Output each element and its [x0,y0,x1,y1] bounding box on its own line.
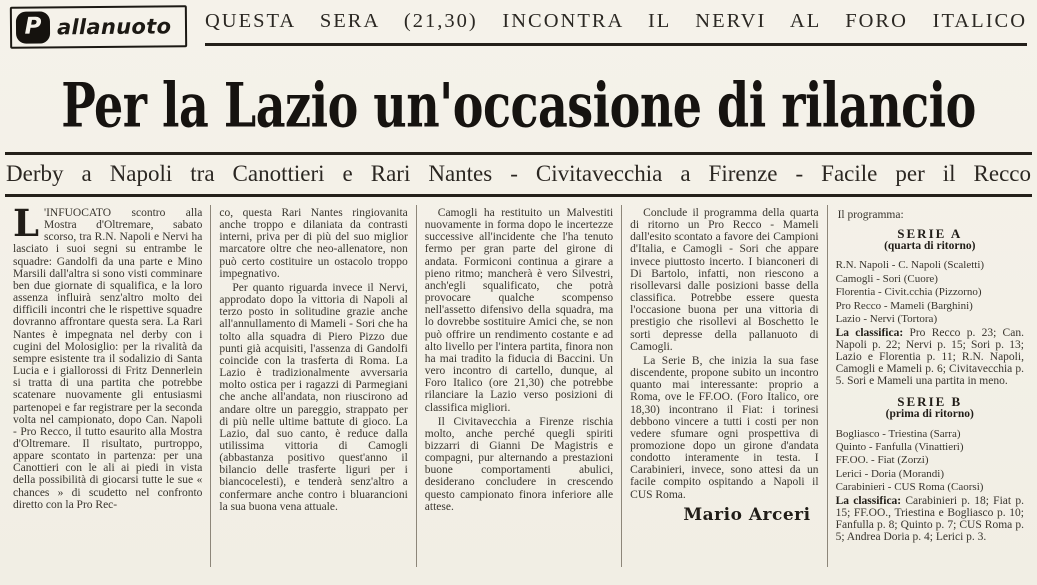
serie-b-block [836,396,1024,543]
dropcap-letter: L [13,205,40,245]
masthead [0,0,1037,56]
paragraph-text: 'INFUOCATO scontro alla Mostra d'Oltremare, sabato scorso, tra R.N. Napoli e Nervi ha lasciato i suoi segni su entrambe le squadre: Gandolfi da una parte e Mino Marsili dall'altra si sono visti comminare ben due giornate di squalifica, e la loro assenza influirà senz'altro molto dei difficili incontri che le rispettive squadre dovranno affrontare questa sera. La Rari Nantes è impegnata nel derby con i cugini del Molosiglio: per la rivalità da sempre esistente tra il sodalizio di Santa Lucia e i giallorossi di Fritz Dennerlein si tratta di una partita che potrebbe scatenare nuovamente gli entusiasmi partenopei e far registrare per la seconda volta nel campionato, dopo Can. Napoli - Pro Recco, il tutto esaurito alla Mostra d'Oltremare. Il risultato, purtroppo, appare scontato in partenza: per una Canottieri con le ali ai piedi in vista della possibilità di giocarsi tutte le sue « chances » di scudetto nel confronto diretto con la Pro Rec- [13,207,203,511]
paragraph: Per quanto riguarda invece il Nervi, approdato dopo la vittoria di Napoli al terzo posto in solitudine grazie anche all'annullamento di Mameli - Sori che ha tolto alla squadra di Piero Pizzo due punti già acquisiti, l'assenza di Gandolfi coincide con la trasferta di Roma. La Lazio è tradizionalmente avversaria molto ostica per i ragazzi di Parmegiani che anche all'andata, non riuscirono ad andare oltre un pareggio, strappato per di più nelle ultime battute di gioco. La Lazio, dal suo canto, è reduce dalla utilissima vittoria di Camogli (abbastanza positivo quest'anno il bilancio delle trasferte liguri per i biancocelesti), e tenderà senz'altro a confermare anche contro i bluarancioni la sua buona vena attuale. [219,281,408,513]
standings-label: La classifica: [835,326,904,339]
paragraph: Conclude il programma della quarta di ritorno un Pro Recco - Mameli dall'esito scontato a favore dei Campioni d'Italia, e Camogli - Sori che appare invece piuttosto incerto. I bianconeri di Di Bartolo, infatti, non riescono a risollevarsi dalle posizioni basse della classifica. Potrebbe essere questa l'occasione buona per una vittoria di prestigio che risollevi al Boschetto le sorti depresse della pallanuoto di Camogli. [630,207,819,353]
paragraph: co, questa Rari Nantes ringiovanita anche troppo e dilaniata da contrasti interni, priva per di più del suo miglior marcatore oltre che neo-allenatore, non può certo costituire un ostacolo troppo impegnativo. [219,207,408,280]
main-headline: Per la Lazio un'occasione di rilancio [61,69,976,141]
article-body [0,205,1037,567]
pallanuoto-logo [10,5,188,49]
standings-label: La classifica: [835,494,902,507]
serie-b-match: FF.OO. - Fiat (Zorzi) [835,454,929,467]
pallanuoto-logo-text: allanuoto [56,14,172,40]
article-column-1 [5,205,210,567]
article-column-4 [621,205,826,567]
article-column-3 [416,205,621,567]
serie-a-standings [836,327,1024,388]
serie-a-match: Pro Recco - Mameli (Barghini) [835,299,973,312]
subheadline: Derby a Napoli tra Canottieri e Rari Nantes - Civitavecchia a Firenze - Facile per il Recco [6,161,1031,186]
paragraph: Il Civitavecchia a Firenze rischia molto, anche perché quegli spiriti bizzarri di Gianni De Magistris e compagni, pur alternando a prestazioni buone comportamenti abulici, desiderano concludere in crescendo questo campionato finora inferiore alle attese. [424,415,614,513]
serie-a-match: Florentia - Civit.cchia (Pizzorno) [835,286,982,299]
serie-b-match: Quinto - Fanfulla (Vinattieri) [835,441,964,453]
paragraph: La Serie B, che inizia la sua fase discendente, propone subito un incontro quanto mai interessante: proprio a Roma, ove le FF.OO. (Foro Italico, ore 18,30) incontrano il Fiat: i torinesi debbono vincere a tutti i costi per non vedere sfumare ogni prospettiva di promozione dopo un girone d'andata condotto interamente in testa. I Carabinieri, invece, sono attesi da un facile compito ospitando a Napoli il CUS Roma. [630,354,819,501]
serie-b-title: SERIE B [897,394,963,410]
paragraph: Camogli ha restituito un Malvestiti nuovamente in forma dopo le incertezze successive all'incidente che l'ha tenuto fermo per gran parte del girone di andata. Formiconi continua a girare a pieno ritmo; mancherà è vero Silvestri, anch'egli squalificato, che potrà provocare qualche scompenso nell'assetto difensivo della squadra, ma lo dovrebbe sostituire Amici che, se non può offrire un rendimento costante e ad alto livello per l'intera partita, finora non ha mai tradito la fiducia di Baccini. Un vero incontro di cartello, dunque, al Foro Italico (ore 21,30) che potrebbe rilanciare la Lazio verso posizioni di classifica migliori. [424,207,614,414]
paragraph [13,207,202,511]
serie-b-subtitle: (prima di ritorno) [885,408,974,421]
kicker-headline: QUESTA SERA (21,30) INCONTRA IL NERVI AL FORO ITALICO [205,0,1027,46]
byline: Mario Arceri [683,504,811,525]
mid-rule [5,194,1032,197]
program-column [827,205,1032,567]
standings-text: Carabinieri p. 18; Fiat p. 15; FF.OO., Triestina e Bogliasco p. 10; Fanfulla p. 8; Quinto p. 7; CUS Roma p. 5; Andrea Doria p. 4; Lerici p. 3. [835,494,1024,544]
article-column-2 [210,205,415,567]
serie-b-match: Lerici - Doria (Morandi) [835,467,944,480]
serie-b-match: Carabinieri - CUS Roma (Caorsi) [835,481,984,494]
serie-a-subtitle: (quarta di ritorno) [884,240,976,253]
serie-a-match: R.N. Napoli - C. Napoli (Scaletti) [835,259,985,272]
serie-b-match: Bogliasco - Triestina (Sarra) [835,427,961,440]
serie-b-standings [836,495,1024,544]
pallanuoto-p-icon: P [16,11,50,43]
serie-a-title: SERIE A [897,226,963,242]
serie-a-match: Camogli - Sori (Cuore) [835,272,938,285]
program-intro: Il programma: [837,209,904,221]
serie-a-match: Lazio - Nervi (Tortora) [835,313,938,326]
standings-text: Pro Recco p. 23; Can. Napoli p. 22; Nervi p. 15; Sori p. 13; Lazio e Florentia p. 11; R.N. Napoli, Camogli e Mameli p. 6; Civitavecchia p. 5. Sori e Mameli una partita in meno. [835,326,1024,388]
